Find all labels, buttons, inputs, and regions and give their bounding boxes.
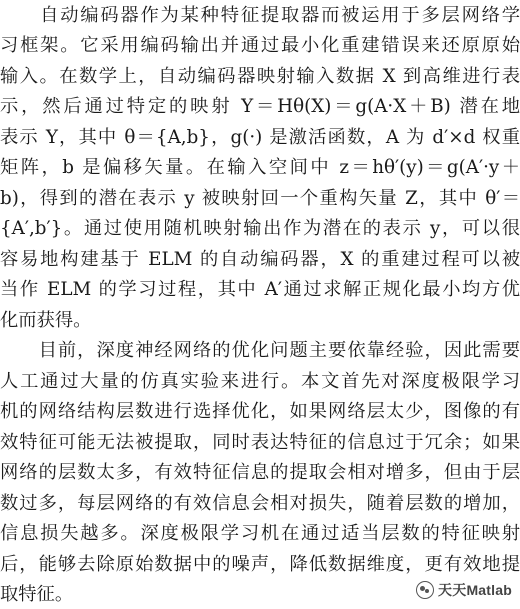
text-line: 网络的层数太多，有效特征信息的提取会相对增多，但由于层 xyxy=(0,462,520,484)
text-line: 数过多，每层网络的有效信息会相对损失，随着层数的增加， xyxy=(0,492,520,514)
text-line: b)，得到的潜在表示 y 被映射回一个重构矢量 Z，其中 θ′＝ xyxy=(0,187,520,209)
text-line: 后，能够去除原始数据中的噪声，降低数据维度，更有效地提 xyxy=(0,553,520,575)
text-line: 示，然后通过特定的映射 Y＝Hθ(X)＝g(A·X＋B) 潜在地 xyxy=(0,96,520,118)
wechat-icon xyxy=(416,581,434,599)
text-line: 机的网络结构层数进行选择优化，如果网络层太少，图像的有 xyxy=(0,401,520,423)
text-line: {A′,b′}。通过使用随机映射输出作为潜在的表示 y，可以很 xyxy=(0,218,520,240)
text-line: 效特征可能无法被提取，同时表达特征的信息过于冗余；如果 xyxy=(0,431,520,453)
text-line: 矩阵，b 是偏移矢量。在输入空间中 z＝hθ′(y)＝g(A′·y＋ xyxy=(0,157,520,179)
text-line: 目前，深度神经网络的优化问题主要依靠经验，因此需要 xyxy=(0,340,520,362)
text-line: 容易地构建基于 ELM 的自动编码器，X 的重建过程可以被 xyxy=(0,248,520,270)
text-line: 输入。在数学上，自动编码器映射输入数据 X 到高维进行表 xyxy=(0,65,520,87)
text-line: 自动编码器作为某种特征提取器而被运用于多层网络学 xyxy=(0,5,520,26)
text-line: 表示 Y，其中 θ＝{A,b}，g(·) 是激活函数，A 为 d′×d 权重 xyxy=(0,126,520,148)
text-line: 取特征。 xyxy=(0,584,74,605)
text-line: 信息损失越多。深度极限学习机在通过适当层数的特征映射 xyxy=(0,523,520,545)
text-line: 化而获得。 xyxy=(0,309,92,331)
text-line: 习框架。它采用编码输出并通过最小化重建错误来还原原始 xyxy=(0,35,520,57)
text-line: 人工通过大量的仿真实验来进行。本文首先对深度极限学习 xyxy=(0,370,520,392)
watermark xyxy=(414,579,514,601)
text-line: 当作 ELM 的学习过程，其中 A′通过求解正规化最小均方优 xyxy=(0,279,520,301)
watermark-label: 天天Matlab xyxy=(438,582,512,598)
